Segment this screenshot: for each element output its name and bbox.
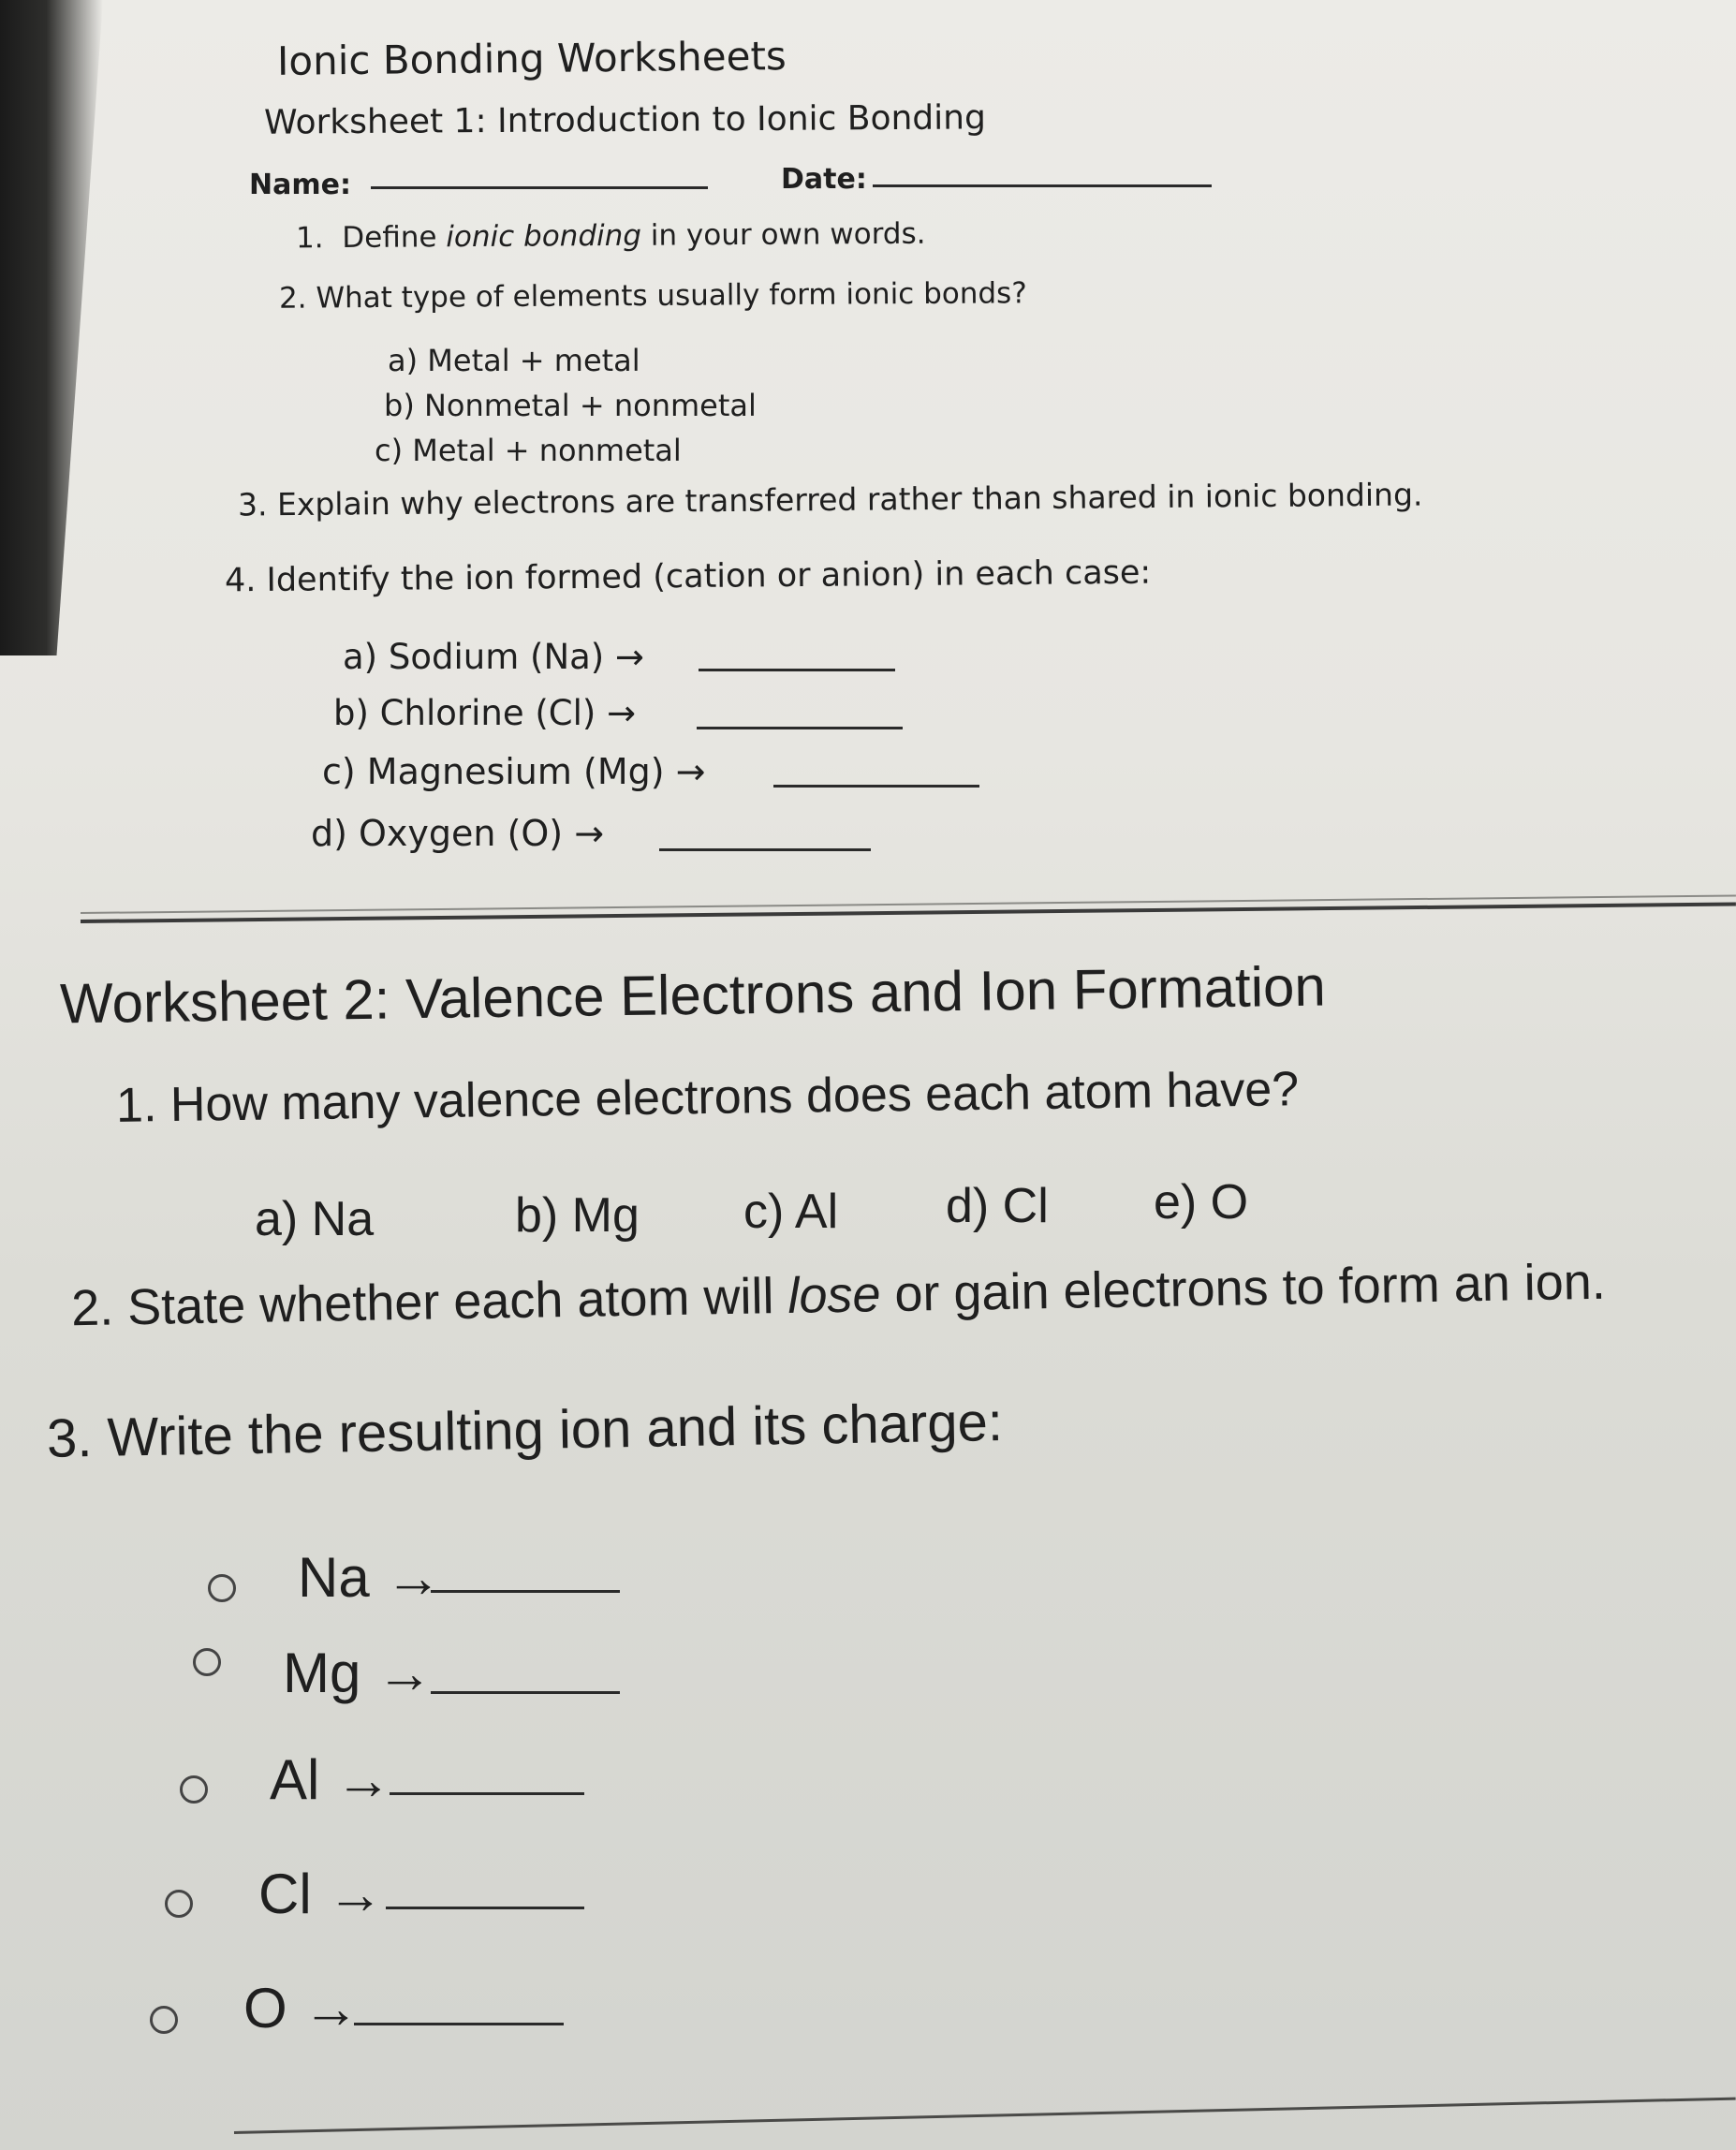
ws2-question-3: 3. Write the resulting ion and its charge: (46, 1392, 1004, 1469)
ws2-q3-item-mg: Mg → (283, 1642, 434, 1704)
ws1-q1-text-before: Define (342, 220, 447, 256)
ws2-q2-text-before: 2. State whether each atom will (70, 1267, 788, 1337)
ws1-question-2: 2. What type of elements usually form ionic bonds? (278, 276, 1027, 316)
ws2-q3-item-na: Na → (298, 1546, 442, 1609)
ws1-q4-answer-a[interactable] (699, 669, 895, 671)
ws2-atom-e: e) O (1154, 1175, 1249, 1230)
ws2-atom-d: d) Cl (946, 1179, 1049, 1233)
ws2-q2-italic: lose (787, 1266, 881, 1324)
ws1-q4-item-b: b) Chlorine (Cl) → (333, 693, 637, 733)
ws2-q2-text-after: or gain electrons to form an ion. (879, 1253, 1607, 1323)
ws1-q2-option-a: a) Metal + metal (388, 343, 640, 378)
worksheet1-heading: Worksheet 1: Introduction to Ionic Bonding (263, 98, 986, 142)
ws1-q1-text-after: in your own words. (640, 216, 926, 253)
name-field[interactable] (371, 186, 708, 189)
name-label: Name: (249, 169, 351, 201)
ws1-q4-item-d: d) Oxygen (O) → (311, 813, 605, 854)
ws1-q1-number: 1. (295, 221, 324, 256)
date-field[interactable] (873, 184, 1212, 187)
ws2-question-2 (71, 1253, 1607, 1338)
desk-shadow (0, 0, 103, 655)
ws2-q3-answer-cl[interactable] (386, 1907, 584, 1909)
ws1-question-3: 3. Explain why electrons are transferred rather than shared in ionic bonding. (237, 476, 1423, 523)
ws2-q3-answer-o[interactable] (354, 2023, 564, 2025)
ws1-q2-option-b: b) Nonmetal + nonmetal (384, 388, 757, 423)
ws2-q3-answer-mg[interactable] (431, 1691, 620, 1694)
ws2-q3-answer-na[interactable] (431, 1590, 620, 1593)
ws1-q4-answer-d[interactable] (659, 848, 871, 851)
ws2-q3-item-cl: Cl → (258, 1863, 384, 1925)
ws2-q3-item-al: Al → (270, 1748, 392, 1811)
bullet-circle-icon (208, 1574, 236, 1602)
bullet-circle-icon (193, 1648, 221, 1676)
ws2-atom-c: c) Al (743, 1185, 839, 1239)
ws2-q3-answer-al[interactable] (390, 1792, 584, 1795)
page-title: Ionic Bonding Worksheets (276, 33, 787, 84)
ws1-question-4: 4. Identify the ion formed (cation or anion) in each case: (224, 553, 1152, 600)
worksheet2-heading: Worksheet 2: Valence Electrons and Ion Formation (59, 954, 1327, 1036)
bullet-circle-icon (165, 1890, 193, 1918)
ws1-q4-item-a: a) Sodium (Na) → (343, 637, 644, 677)
ws1-question-1 (296, 217, 926, 256)
ws1-q4-answer-b[interactable] (697, 727, 903, 729)
date-label: Date: (781, 163, 867, 196)
section-divider (81, 902, 1736, 923)
ws2-atom-a: a) Na (255, 1192, 375, 1246)
ws2-question-1: 1. How many valence electrons does each atom have? (115, 1062, 1300, 1133)
ws1-q1-italic: ionic bonding (446, 218, 642, 255)
ws2-q3-item-o: O → (243, 1977, 360, 2040)
ws1-q4-item-c: c) Magnesium (Mg) → (322, 751, 706, 792)
bullet-circle-icon (150, 2006, 178, 2034)
ws1-q2-option-c: c) Metal + nonmetal (375, 433, 682, 468)
bullet-circle-icon (180, 1775, 208, 1804)
ws2-atom-b: b) Mg (515, 1188, 640, 1243)
ws1-q4-answer-c[interactable] (773, 785, 979, 788)
bottom-edge-line (234, 2098, 1736, 2134)
